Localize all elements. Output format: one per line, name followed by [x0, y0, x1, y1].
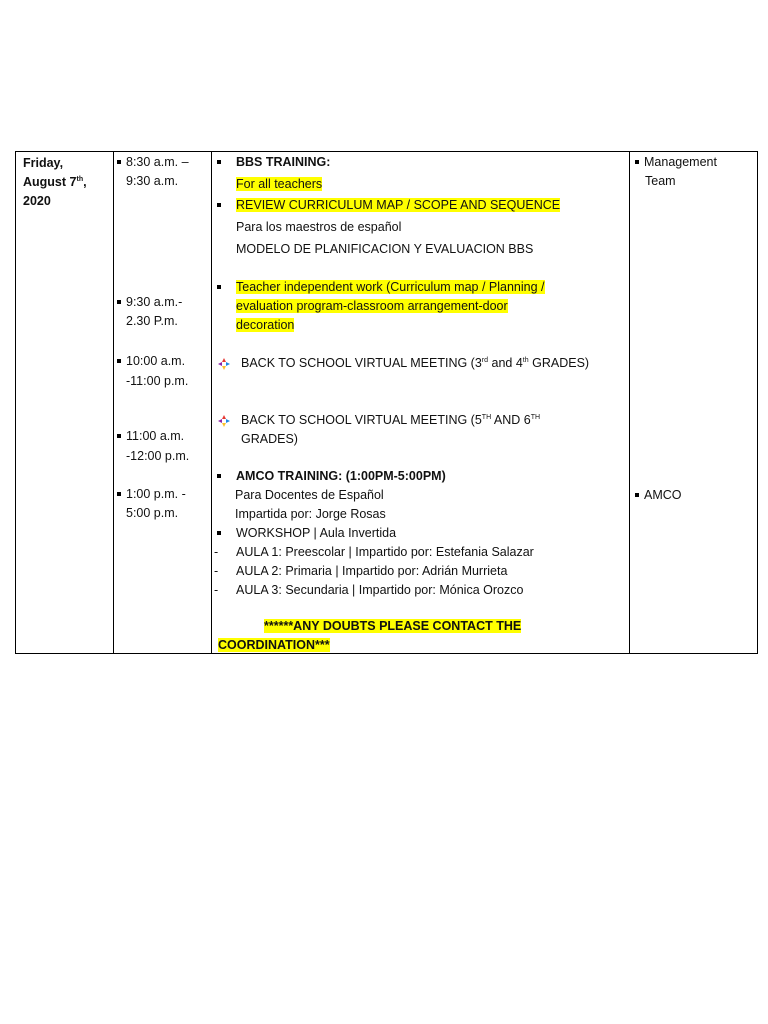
teacher-work-line-3: decoration: [236, 318, 295, 332]
modelo-planificacion: MODELO DE PLANIFICACION Y EVALUACION BBS: [236, 242, 534, 256]
date-day: August 7th,: [23, 175, 87, 189]
time-cell: [114, 152, 212, 654]
para-docentes: Para Docentes de Español: [235, 488, 384, 502]
amco-training-title: AMCO TRAINING: (1:00PM-5:00PM): [236, 469, 446, 483]
responsible-management-line-2: Team: [645, 174, 676, 188]
dash-bullet: -: [214, 545, 219, 559]
schedule-table: [15, 151, 758, 654]
workshop: WORKSHOP | Aula Invertida: [236, 526, 397, 540]
square-bullet-icon: [217, 160, 221, 164]
responsible-cell: [630, 152, 758, 654]
meeting-3rd-4th: BACK TO SCHOOL VIRTUAL MEETING (3rd and 4th GRADES): [241, 356, 590, 370]
four-color-arrow-bullet-icon: [218, 415, 230, 427]
time-slot-2-end: 2.30 P.m.: [126, 314, 178, 328]
teacher-work-line-1: Teacher independent work (Curriculum map / Planning /: [236, 280, 545, 294]
square-bullet-icon: [117, 359, 121, 363]
square-bullet-icon: [635, 493, 639, 497]
time-slot-4: 11:00 a.m.: [117, 427, 184, 445]
time-slot-1: 8:30 a.m. –: [117, 153, 189, 171]
responsible-amco: AMCO: [635, 486, 682, 504]
meeting-5th-6th-line-2: GRADES): [241, 432, 298, 446]
meeting-5th-6th: BACK TO SCHOOL VIRTUAL MEETING (5TH AND 6TH: [241, 413, 541, 427]
square-bullet-icon: [217, 531, 221, 535]
time-slot-4-end: -12:00 p.m.: [126, 449, 190, 463]
time-slot-5: 1:00 p.m. -: [117, 485, 186, 503]
aula-3: AULA 3: Secundaria | Impartido por: Mónica Orozco: [236, 583, 524, 597]
date-year: 2020: [23, 194, 51, 208]
responsible-management: Management: [635, 153, 717, 171]
time-slot-2: 9:30 a.m.-: [117, 293, 182, 311]
square-bullet-icon: [117, 434, 121, 438]
time-slot-3-end: -11:00 p.m.: [126, 374, 189, 388]
activities-cell: [212, 152, 630, 654]
square-bullet-icon: [117, 492, 121, 496]
doubts-notice-line-2: COORDINATION***: [218, 638, 330, 652]
time-slot-5-end: 5:00 p.m.: [126, 506, 179, 520]
bbs-training-title: BBS TRAINING:: [236, 155, 331, 169]
teacher-work-line-2: evaluation program-classroom arrangement-door: [236, 299, 508, 313]
four-color-arrow-bullet-icon: [218, 358, 230, 370]
date-weekday: Friday,: [23, 156, 64, 170]
aula-2: AULA 2: Primaria | Impartido por: Adrián Murrieta: [236, 564, 508, 578]
para-maestros: Para los maestros de español: [236, 220, 402, 234]
for-all-teachers: For all teachers: [236, 177, 323, 191]
aula-1: AULA 1: Preescolar | Impartido por: Estefania Salazar: [236, 545, 534, 559]
dash-bullet: -: [214, 583, 219, 597]
doubts-notice-line-1: ******ANY DOUBTS PLEASE CONTACT THE: [264, 619, 522, 633]
schedule-row: [16, 152, 758, 654]
time-slot-3: 10:00 a.m.: [117, 352, 185, 370]
square-bullet-icon: [635, 160, 639, 164]
date-cell: [16, 152, 114, 654]
time-slot-1-end: 9:30 a.m.: [126, 174, 179, 188]
square-bullet-icon: [217, 474, 221, 478]
impartida-por: Impartida por: Jorge Rosas: [235, 507, 386, 521]
square-bullet-icon: [217, 285, 221, 289]
square-bullet-icon: [117, 160, 121, 164]
square-bullet-icon: [117, 300, 121, 304]
dash-bullet: -: [214, 564, 219, 578]
review-curriculum: REVIEW CURRICULUM MAP / SCOPE AND SEQUENCE: [236, 198, 561, 212]
square-bullet-icon: [217, 203, 221, 207]
